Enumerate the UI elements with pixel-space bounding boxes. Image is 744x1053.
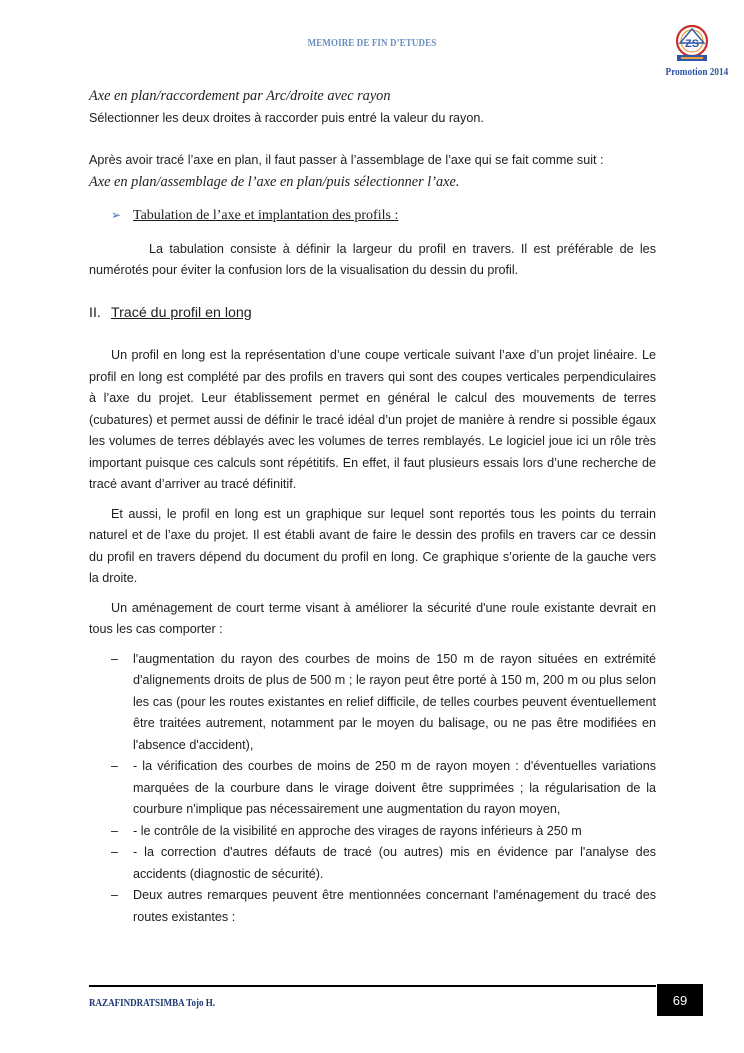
- section-title: Tracé du profil en long: [111, 304, 252, 321]
- school-logo-icon: [671, 23, 713, 65]
- instruction-select: Sélectionner les deux droites à raccorder puis entré la valeur du rayon.: [89, 110, 484, 125]
- paragraph-profil-graphique: Et aussi, le profil en long est un graphique sur lequel sont reportés tous les points du terrain naturel et de l’axe du projet. Il est établi avant de faire le dessin des profils en travers car ce dessin du profil en travers dépend du document du profil en long. Ce graphique s’oriente de la gauche vers la droite.: [89, 506, 656, 585]
- arrow-bullet-icon: ➢: [111, 208, 122, 222]
- bullet-heading-label: Tabulation de l’axe et implantation des profils :: [133, 208, 399, 223]
- list-item: – - la correction d'autres défauts de tracé (ou autres) mis en évidence par l'analyse des accidents (diagnostic de sécurité).: [111, 845, 656, 881]
- page-content: [89, 86, 656, 928]
- assembly-intro: Après avoir tracé l’axe en plan, il faut passer à l’assemblage de l’axe qui se fait comme suit :: [89, 153, 604, 167]
- list-item: – l'augmentation du rayon des courbes de moins de 150 m de rayon situées en extrémité d'alignements droits de plus de 500 m ; le rayon peut être porté à 150 m, 200 m ou plus selon les cas (pour les routes existantes en relief difficile, de telles courbes peuvent éventuellement être traitées autrement, notamment par le moyen du balisage, ou ne pas être modifiées en l'absence d'accident),: [111, 651, 656, 752]
- tabulation-paragraph: La tabulation consiste à définir la largeur du profil en travers. Il est préférable de les numérotés pour éviter la confusion lors de la visualisation du dessin du profil.: [89, 241, 656, 277]
- list-item: – - le contrôle de la visibilité en approche des virages de rayons inférieurs à 250 m: [111, 823, 582, 838]
- page-number: 69: [657, 984, 703, 1016]
- amenagement-list: [89, 649, 656, 929]
- paragraph-profil-definition: Un profil en long est la représentation d’une coupe verticale suivant l’axe d’un projet linéaire. Le profil en long est complété par des profils en travers qui sont des coupes verticales perpendiculaires à l’axe du projet. Leur établissement permet en général le calcul des mouvements de terres (cubatures) et permet aussi de définir le tracé idéal d’un projet de manière à rendre si possible égaux les volumes de terres déblayés avec les volumes de terres remblayés. Le logiciel joue ici un rôle très important puisque ces calculs sont répétitifs. En effet, il faut plusieurs essais lors d’une recherche de tracé avant d’arriver au tracé définitif.: [89, 348, 656, 491]
- section-number: II.: [89, 304, 101, 321]
- bullet-heading: [111, 205, 656, 227]
- paragraph-amenagement: Un aménagement de court terme visant à améliorer la sécurité d'une roule existante devrait en tous les cas comporter :: [89, 600, 656, 636]
- list-item: – - la vérification des courbes de moins de 250 m de rayon moyen : d'éventuelles variations marquées de la courbure dans le virage doivent être supprimées ; la régularisation de la courbure n'implique pas nécessairement une augmentation du rayon moyen,: [111, 759, 656, 816]
- header-title: MEMOIRE DE FIN D’ETUDES: [307, 38, 437, 49]
- instruction-raccordement: Axe en plan/raccordement par Arc/droite avec rayon: [89, 88, 391, 104]
- assembly-path: Axe en plan/assemblage de l’axe en plan/puis sélectionner l’axe.: [89, 173, 460, 190]
- footer-divider: [89, 985, 656, 987]
- svg-text:ZS: ZS: [684, 38, 700, 50]
- footer-author: RAZAFINDRATSIMBA Tojo H.: [89, 998, 216, 1009]
- list-item: – Deux autres remarques peuvent être mentionnées concernant l'aménagement du tracé des routes existantes :: [111, 888, 656, 924]
- promotion-label: Promotion 2014: [665, 67, 728, 78]
- section-heading: [89, 303, 656, 325]
